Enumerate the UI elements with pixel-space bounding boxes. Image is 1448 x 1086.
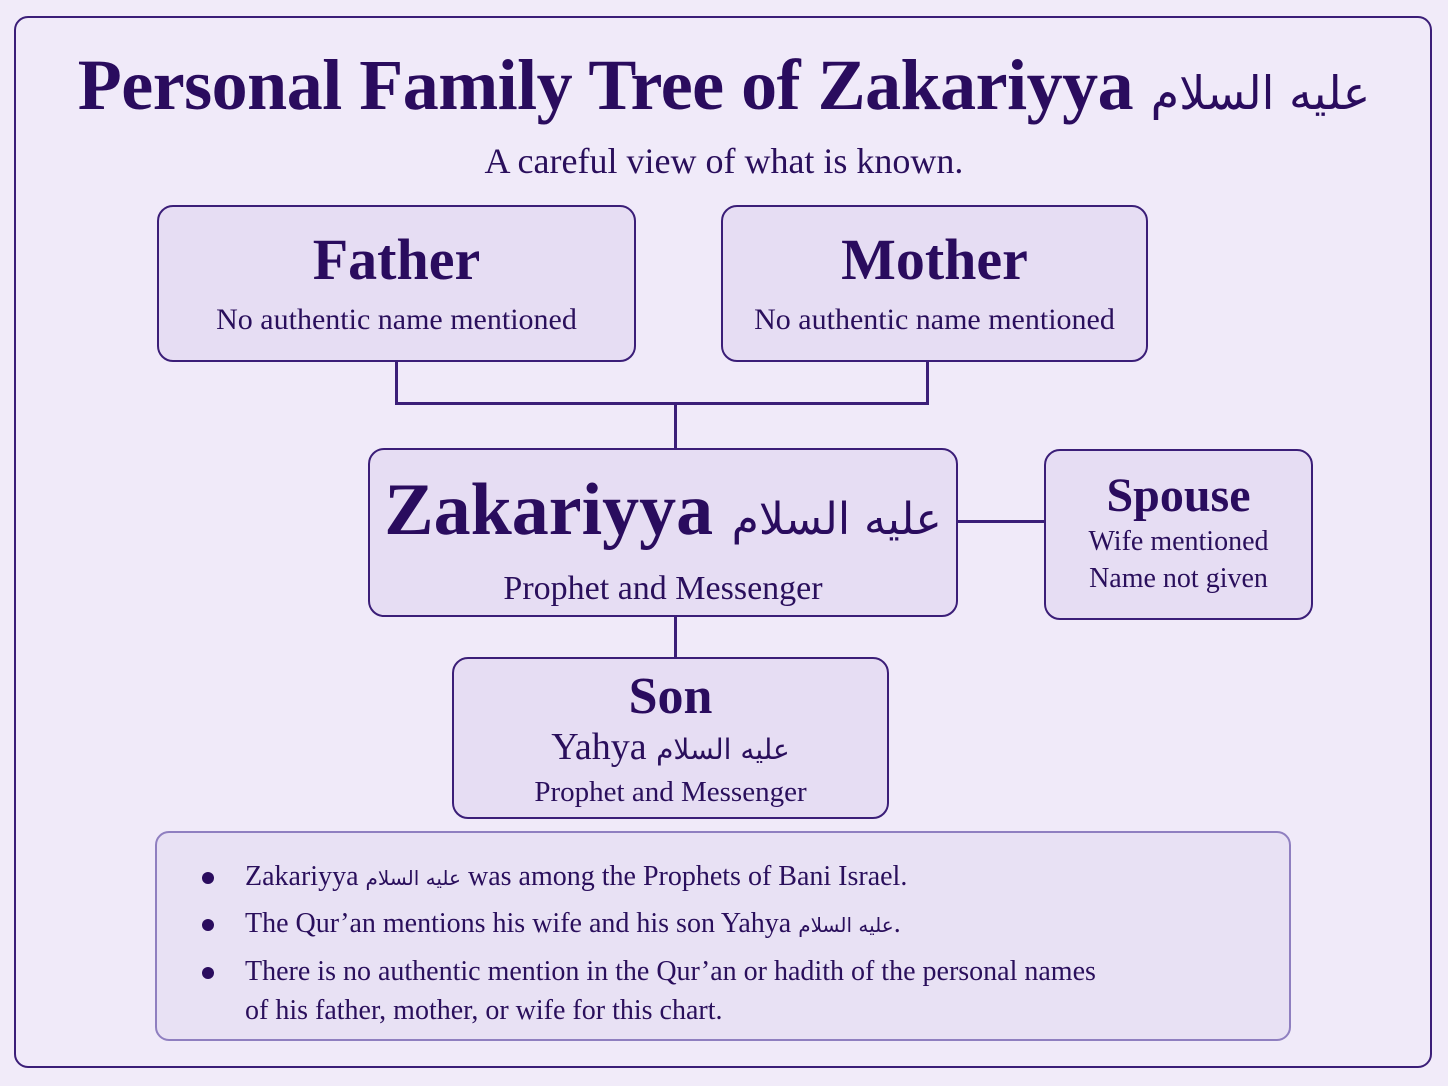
father-heading: Father [312,227,481,292]
bullet-icon [202,872,214,884]
zakariyya-node [368,448,958,617]
son-honorific: عليه السلام [656,733,790,766]
son-node [452,657,889,819]
spouse-node [1044,449,1313,620]
bullet-icon [202,919,214,931]
son-name: Yahya [551,726,647,768]
note-3-line-1: There is no authentic mention in the Qur’an or hadith of the personal names [245,956,1096,987]
mother-node [721,205,1148,362]
note-text [245,857,907,898]
note-text [245,904,901,945]
son-heading: Son [628,668,713,725]
connector-parents-to-zakariyya [674,402,677,448]
connector-zakariyya-spouse [958,520,1044,523]
note-2-after: . [893,908,901,939]
zakariyya-name: Zakariyya [384,469,714,551]
son-role: Prophet and Messenger [534,776,807,808]
father-note: No authentic name mentioned [216,303,577,336]
zakariyya-role: Prophet and Messenger [503,570,823,607]
note-2-honorific: عليه السلام [798,913,894,937]
son-name-line [454,725,887,772]
zakariyya-honorific: عليه السلام [731,494,942,545]
notes-panel [155,831,1291,1041]
connector-zakariyya-son [674,617,677,657]
mother-note: No authentic name mentioned [754,303,1115,336]
note-3-line-2: of his father, mother, or wife for this chart. [245,995,723,1026]
title-text: Personal Family Tree of Zakariyya [77,45,1134,125]
connector-father-down [395,362,398,405]
zakariyya-heading [370,470,956,560]
note-2-before: The Qur’an mentions his wife and his son Yahya [245,908,792,939]
note-1-before: Zakariyya [245,861,359,892]
page-subtitle: A careful view of what is known. [484,141,964,181]
spouse-line-1: Wife mentioned [1088,526,1269,557]
bullet-icon [202,967,214,979]
spouse-line-2: Name not given [1089,563,1268,594]
father-node [157,205,636,362]
mother-heading: Mother [841,227,1028,292]
note-1-after: was among the Prophets of Bani Israel. [467,861,908,892]
note-1-honorific: عليه السلام [365,866,461,890]
title-honorific: عليه السلام [1150,66,1371,120]
note-text [245,952,1096,1030]
connector-parents-horizontal [395,402,929,405]
page-title [0,44,1448,127]
spouse-heading: Spouse [1106,469,1251,522]
connector-mother-down [926,362,929,405]
